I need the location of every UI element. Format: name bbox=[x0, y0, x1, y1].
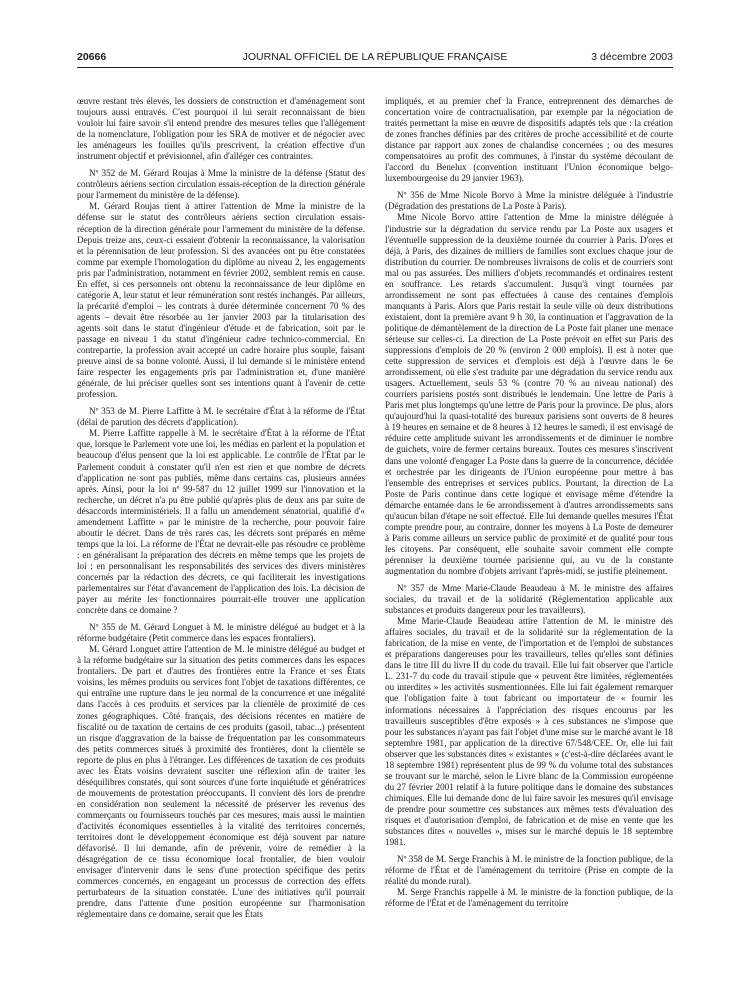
question-body-358: M. Serge Franchis rappelle à M. le ministre de la fonction publique, de la réforme de l'État et de l'aménagement du territoire bbox=[385, 887, 673, 909]
question-body-355: M. Gérard Longuet attire l'attention de M. le ministre délégué au budget et à la réforme budgétaire sur la situation des petits commerces dans les espaces frontaliers. De part et d'autres des frontières entre la France et ses États voisins, les mêmes produits ou services font l'objet de taxations différentes, ce qui entraîne une rupture dans le jeu normal de la concurrence et une inégalité dans l'accès à ces produits et services par la clientèle de proximité de ces zones géographiques. Côté français, des décisions récentes en matière de fiscalité ou de taxation de certains de ces produits (gasoil, tabac...) présentent un risque d'aggravation de la baisse de fréquentation par les consommateurs des petits commerces situés à proximité des frontières, dont la clientèle se reporte de plus en plus à l'étranger. Les différences de taxation de ces produits avec les États voisins devraient susciter une réflexion afin de traiter les déséquilibres constatés, qui sont sources d'une forte inquiétude et génératrices de mouvements de protestation préoccupants. Il convient dès lors de prendre en considération non seulement la nécessité de préserver les revenus des commerçants ou fournisseurs touchés par ces mesures, mais aussi le maintien d'activités économiques essentielles à la vitalité des territoires concernés, territoires dont le développement économique est déjà souvent par nature défavorisé. Il lui demande, afin de prévenir, voire de remédier à la désagrégation de ce tissu économique local frontalier, de bien vouloir envisager d'intervenir dans le sens d'une protection spécifique des petits commerces concernés, en engageant un processus de correction des effets perturbateurs de la situation constatée. L'une des initiatives qu'il pourrait prendre, dans l'attente d'une position européenne sur l'harmonisation réglementaire dans ce domaine, serait que les États bbox=[77, 644, 365, 920]
header-rule bbox=[77, 67, 673, 68]
question-body-357: Mme Marie-Claude Beaudeau attire l'attention de M. le ministre des affaires sociales, du travail et de la solidarité sur la réglementation de la fabrication, de la mise en vente, de l'importation et de l'emploi de substances et préparations dangereuses pour les travailleurs, telles qu'elles sont définies dans le titre III du livre II du code du travail. Elle lui fait observer que l'article L. 231-7 du code du travail stipule que « peuvent être limitées, réglementées ou interdites » les activités susmentionnées. Elle lui fait également remarquer que l'obligation faite à tout fabricant ou importateur de « fournir les informations nécessaires à l'appréciation des risques encourus par les travailleurs susceptibles d'être exposés » à ces substances ne s'impose que pour les substances n'ayant pas fait l'objet d'une mise sur le marché avant le 18 septembre 1981, par application de la directive 67/548/CEE. Or, elle lui fait observer que les substances dites « existantes » (c'est-à-dire déclarées avant le 18 septembre 1981) représentent plus de 99 % du volume total des substances se trouvant sur le marché, selon le Livre blanc de la Commission européenne du 27 février 2001 relatif à la future politique dans le domaine des substances chimiques. Elle lui demande donc de lui faire savoir les mesures qu'il envisage de prendre pour soumettre ces substances aux mêmes tests d'évaluation des risques et d'autorisation d'emploi, de fabrication et de mise en vente que les substances dites « nouvelles », mises sur le marché depuis le 18 septembre 1981. bbox=[385, 616, 673, 848]
question-heading-357: Nº 357 de Mme Marie-Claude Beaudeau à M. le ministre des affaires sociales, du travail et de la solidarité (Réglementation applicable aux substances et produits dangereux pour les travailleurs). bbox=[385, 583, 673, 616]
question-heading-353: Nº 353 de M. Pierre Laffitte à M. le secrétaire d'État à la réforme de l'État (délai de parution des décrets d'application). bbox=[77, 406, 365, 428]
left-column bbox=[77, 96, 365, 920]
question-body-352: M. Gérard Roujas tient à attirer l'attention de Mme la ministre de la défense sur le statut des contrôleurs aériens section circulation essais-réception de la direction générale pour l'armement du ministère de la défense. Depuis treize ans, ceux-ci essaient d'obtenir la reconnaissance, la valorisation et la pérennisation de leur profession. Si des avancées ont pu être constatées comme par exemple l'homologation du diplôme au niveau 2, les engagements pris par l'administration, notamment en février 2002, semblent remis en cause. En effet, si ces personnels ont obtenu la reconnaissance de leur diplôme en catégorie A, leur statut et leur rémunération sont restés inchangés. Par ailleurs, la précarité d'emploi – les contrats à durée déterminée concernent 70 % des agents – devait être résorbée au 1er janvier 2003 par la titularisation des agents soit dans le statut d'ingénieur d'étude et de fabrication, soit par le passage en niveau 1 du statut d'ingénieur cadre technico-commercial. En contrepartie, la profession avait accepté un cadre horaire plus souple, faisant preuve ainsi de sa bonne volonté. Aussi, il lui demande si le ministère entend faire respecter les engagements pris par l'administration et, d'une manière générale, de lui préciser quelles sont ses intentions quant à l'avenir de cette profession. bbox=[77, 201, 365, 400]
question-heading-356: Nº 356 de Mme Nicole Borvo à Mme la ministre déléguée à l'industrie (Dégradation des prestations de La Poste à Paris). bbox=[385, 190, 673, 212]
question-heading-358: Nº 358 de M. Serge Franchis à M. le ministre de la fonction publique, de la réforme de l'État et de l'aménagement du territoire (Prise en compte de la réalité du monde rural). bbox=[385, 854, 673, 887]
question-body-353: M. Pierre Laffitte rappelle à M. le secrétaire d'État à la réforme de l'État que, lorsque le Parlement vote une loi, les médias en parlent et la population et beaucoup d'élus pensent que la loi est applicable. Le contrôle de l'État par le Parlement conduit à constater qu'il n'en est rien et que nombre de décrets d'application ne sont pas publiés, même dans certains cas, plusieurs années après. Ainsi, pour la loi nº 99-587 du 12 juillet 1999 sur l'innovation et la recherche, un décret n'a pu être publié qu'après plus de deux ans par suite de désaccords interministériels. Il a fallu un amendement sénatorial, qualifié d'« amendement Laffitte » par le ministre de la recherche, pour pouvoir faire aboutir le décret. Dans de très rares cas, les décrets sont préparés en même temps que la loi. La réforme de l'État ne devrait-elle pas résoudre ce problème : en généralisant la préparation des décrets en même temps que les projets de loi ; en personnalisant les responsabilités des services des divers ministères concernés par la rédaction des décrets, ce qui faciliterait les investigations parlementaires sur l'état d'avancement de l'application des lois. La décision de payer au mérite les fonctionnaires pourrait-elle trouver une application concrète dans ce domaine ? bbox=[77, 428, 365, 616]
issue-date: 3 décembre 2003 bbox=[591, 51, 673, 63]
question-body-356: Mme Nicole Borvo attire l'attention de Mme la ministre déléguée à l'industrie sur la dégradation du service rendu par La Poste aux usagers et l'éventuelle suppression de la deuxième tournée du courrier à Paris. D'ores et déjà, à Paris, des dizaines de milliers de familles sont exclues chaque jour de distribution du courrier. De nombreuses livraisons de colis et de courriers sont mal ou pas assurées. Des milliers d'objets recommandés et ordinaires restent en souffrance. Les retards s'accumulent. Jusqu'à vingt tournées par arrondissement ne sont pas effectuées à cause des centaines d'emplois manquants à Paris. Alors que Paris restait la seule ville où deux distributions existaient, dont la première avant 9 h 30, la continuation et l'aggravation de la politique de démantèlement de la direction de La Poste fait planer une menace sérieuse sur celles-ci. La direction de La Poste prévoit en effet sur Paris des suppressions d'emplois de 20 % (environ 2 000 emplois). Il est à noter que cette suppression de services et d'emplois est déjà à l'œuvre dans le 6e arrondissement, où elle s'est traduite par une dégradation du service rendu aux usagers. Actuellement, seuls 53 % (contre 70 % au niveau national) des courriers parisiens postés sont distribués le lendemain. Une lettre de Paris à Paris met plus longtemps qu'une lettre de Paris pour la province. De plus, alors qu'aujourd'hui la quasi-totalité des bureaux parisiens sont ouverts de 8 heures à 19 heures en semaine et de 8 heures à 12 heures le samedi, il est envisagé de réduire cette amplitude suivant les arrondissements et de diminuer le nombre de guichets, voire de fermer certains bureaux. Toutes ces mesures s'inscrivent dans une volonté d'engager La Poste dans la guerre de la concurrence, décidée et orchestrée par les dirigeants de l'Union européenne pour mettre à bas l'ensemble des entreprises et services publics. Pourtant, la direction de La Poste de Paris continue dans cette logique et envisage même d'étendre la démarche entamée dans le 6e arrondissement à d'autres arrondissements sans qu'aucun bilan d'étape ne soit effectué. Elle lui demande quelles mesures l'État compte prendre pour, au contraire, donner les moyens à La Poste de demeurer à Paris comme ailleurs un service public de proximité et de qualité pour tous les citoyens. Par conséquent, elle souhaite savoir comment elle compte pérenniser la deuxième tournée parisienne qui, au vu de la constante augmentation du nombre d'objets arrivant l'après-midi, se justifie pleinement. bbox=[385, 212, 673, 576]
page-header bbox=[77, 51, 673, 65]
continued-paragraph: impliqués, et au premier chef la France, entreprennent des démarches de concertation voire de contractualisation, par exemple par la négociation de traités permettant la mise en œuvre de dispositifs adaptés tels que : la création de zones franches définies par des critères de proche accessibilité et de courte distance par rapport aux zones de chalandise concernées ; ou des mesures compensatoires au profit des communes, à l'instar du système découlant de l'accord du Benelux (convention instituant l'Union économique belgo-luxembourgeoise du 29 janvier 1963). bbox=[385, 96, 673, 184]
journal-title: JOURNAL OFFICIEL DE LA RÉPUBLIQUE FRANÇAISE bbox=[242, 51, 508, 63]
page-number: 20666 bbox=[77, 51, 107, 63]
continued-paragraph: œuvre restant très élevés, les dossiers de construction et d'aménagement sont toujours aussi entravés. C'est pourquoi il lui serait reconnaissant de bien vouloir lui faire savoir s'il entend prendre des mesures telles que l'allégement de la nomenclature, l'obligation pour les SRA de motiver et de négocier avec les aménageurs les fouilles qu'ils prescrivent, la création effective d'un instrument objectif et prévisionnel, afin d'alléger ces contraintes. bbox=[77, 96, 365, 162]
question-heading-352: Nº 352 de M. Gérard Roujas à Mme la ministre de la défense (Statut des contrôleurs aériens section circulation essais-réception de la direction générale pour l'armement du ministère de la défense). bbox=[77, 168, 365, 201]
question-heading-355: Nº 355 de M. Gérard Longuet à M. le ministre délégué au budget et à la réforme budgétaire (Petit commerce dans les espaces frontaliers). bbox=[77, 622, 365, 644]
right-column bbox=[385, 96, 673, 909]
